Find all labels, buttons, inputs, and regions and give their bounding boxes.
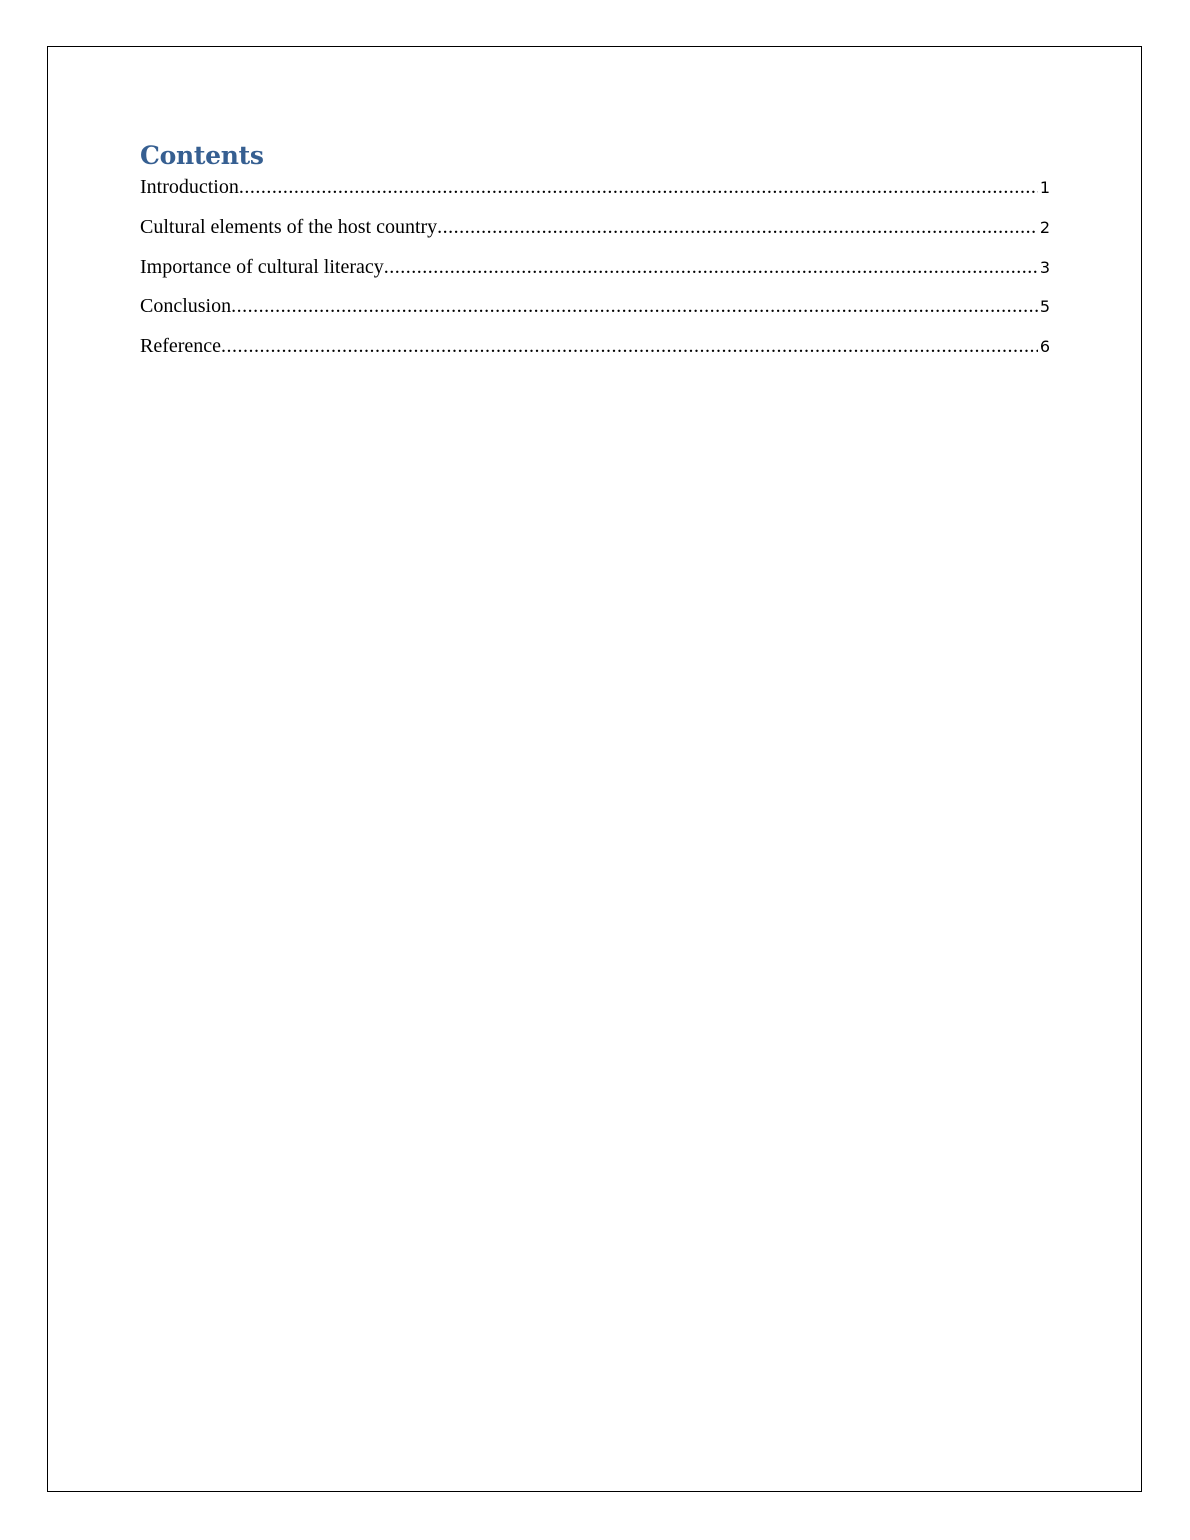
toc-entry-introduction[interactable]	[140, 176, 1050, 216]
toc-dot-leader	[231, 295, 1038, 318]
toc-page-number: 6	[1039, 337, 1050, 357]
table-of-contents	[140, 176, 1050, 375]
toc-entry-conclusion[interactable]	[140, 295, 1050, 335]
toc-dot-leader	[437, 216, 1038, 239]
toc-entry-label: Conclusion	[140, 295, 232, 318]
toc-entry-reference[interactable]	[140, 335, 1050, 375]
toc-heading: Contents	[140, 141, 264, 170]
toc-entry-label: Introduction	[140, 176, 239, 198]
document-body	[140, 140, 1050, 375]
toc-entry-label: Cultural elements of the host country	[140, 215, 438, 238]
toc-entry-cultural-elements[interactable]	[140, 216, 1050, 256]
toc-page-number: 3	[1039, 257, 1050, 277]
toc-entry-importance-cultural-literacy[interactable]	[140, 256, 1050, 296]
toc-dot-leader	[384, 256, 1038, 279]
toc-dot-leader	[221, 335, 1038, 358]
toc-entry-label: Reference	[140, 335, 222, 358]
toc-page-number: 1	[1039, 178, 1050, 197]
toc-entry-label: Importance of cultural literacy	[140, 255, 384, 278]
toc-page-number: 2	[1039, 217, 1050, 237]
toc-dot-leader	[239, 176, 1038, 199]
toc-page-number: 5	[1039, 297, 1050, 317]
